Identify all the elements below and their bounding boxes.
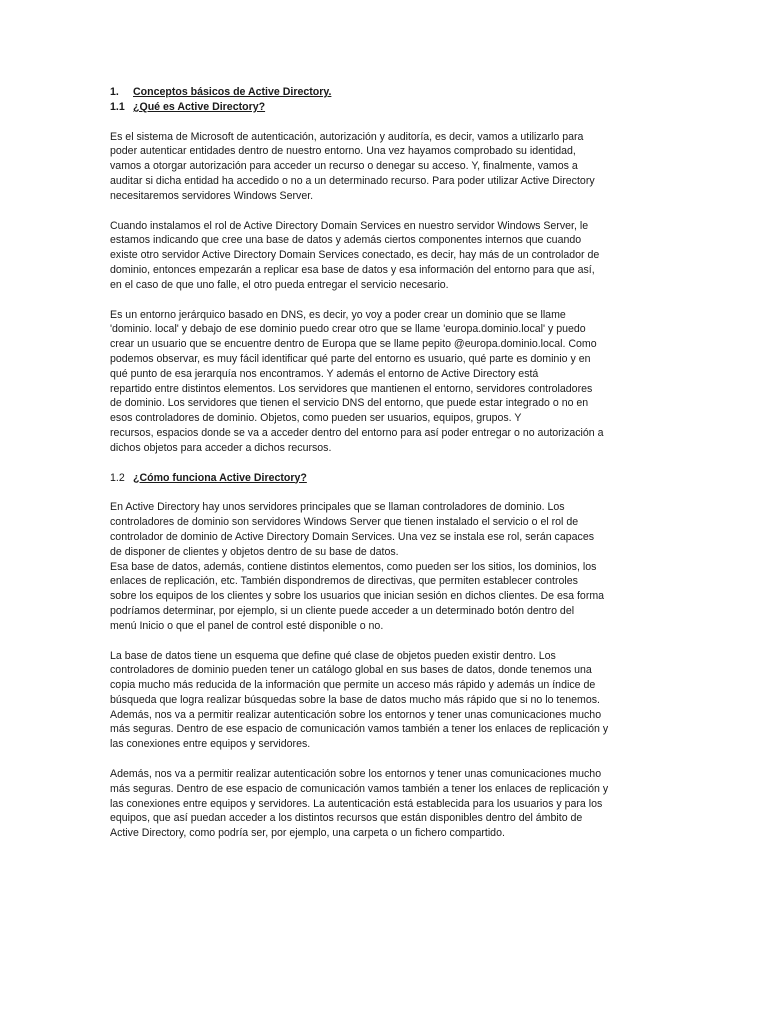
paragraph: En Active Directory hay unos servidores principales que se llaman controladores de dominio. Los controladores de dominio son servidores Windows Server que tienen instalado el servicio o el rol de controlador de dominio de Active Directory Domain Services. Una vez se instala ese rol, serán capaces de disponer de clientes y objetos dentro de su base de datos. Esa base de datos, además, contiene distintos elementos, como pueden ser los sitios, los dominios, los enlaces de replicación, etc. También dispondremos de directivas, que permiten establecer controles sobre los equipos de los clientes y sobre los usuarios que inician sesión en dichos clientes. De esa forma podríamos determinar, por ejemplo, si un cliente puede acceder a un determinado botón dentro del menú Inicio o que el panel de control esté disponible o no. [110,501,605,632]
paragraph: Cuando instalamos el rol de Active Directory Domain Services en nuestro servidor Windows Server, le estamos indicando que cree una base de datos y además ciertos componentes internos que cuando existe otro servidor Active Directory Domain Services conectado, es decir, hay más de un controlador de dominio, entonces empezarán a replicar esa base de datos y esa información del entorno para que así, en el caso de que uno falle, el otro pueda entregar el servicio necesario. [110,219,600,291]
subsection-title: ¿Cómo funciona Active Directory? [133,471,307,484]
section-number: 1. [110,86,119,98]
subsection-body-1-1 [110,130,658,456]
subsection-title: ¿Qué es Active Directory? [133,100,266,113]
subsection-heading-1-1 [110,100,658,115]
paragraph: La base de datos tiene un esquema que define qué clase de objetos pueden existir dentro. Los controladores de dominio pueden tener un catálogo global en sus bases de datos, donde tenemos una copia mucho más reducida de la información que permite un acceso más rápido y además un índice de búsqueda que logra realizar búsquedas sobre la base de datos mucho más rápido que si no lo tenemos. Además, nos va a permitir realizar autenticación sobre los entornos y tener unas comunicaciones mucho más seguras. Dentro de ese espacio de comunicación vamos también a tener los enlaces de replicación y las conexiones entre equipos y servidores. [110,649,609,751]
document-page [110,85,658,841]
paragraph: Además, nos va a permitir realizar autenticación sobre los entornos y tener unas comunicaciones mucho más seguras. Dentro de ese espacio de comunicación vamos también a tener los enlaces de replicación y las conexiones entre equipos y servidores. La autenticación está establecida para los usuarios y para los equipos, que así puedan acceder a los distintos recursos que están disponibles dentro del ámbito de Active Directory, como podría ser, por ejemplo, una carpeta o un fichero compartido. [110,768,609,840]
subsection-number: 1.1 [110,100,125,113]
subsection-number: 1.2 [110,471,125,484]
paragraph: Es el sistema de Microsoft de autenticación, autorización y auditoría, es decir, vamos a utilizarlo para poder autenticar entidades dentro de nuestro entorno. Una vez hayamos comprobado su identidad, vamos a otorgar autorización para acceder un recurso o denegar su acceso. Y, finalmente, vamos a auditar si dicha entidad ha accedido o no a un determinado recurso. Para poder utilizar Active Directory necesitaremos servidores Windows Server. [110,130,595,202]
subsection-body-1-2 [110,500,658,841]
section-title: Conceptos básicos de Active Directory. [133,86,332,98]
paragraph: Es un entorno jerárquico basado en DNS, es decir, yo voy a poder crear un dominio que se llame 'dominio. local' y debajo de ese dominio puedo crear otro que se llame 'europa.dominio.local' y puedo crear un usuario que se encuentre dentro de Europa que se llame pepito @europa.dominio.local. Como podemos observar, es muy fácil identificar qué parte del entorno es usuario, qué parte es dominio y en qué punto de esa jerarquía nos encontramos. Y además el entorno de Active Directory está repartido entre distintos elementos. Los servidores que mantienen el entorno, servidores controladores de dominio. Los servidores que tienen el servicio DNS del entorno, que puede estar integrado o no en esos controladores de dominio. Objetos, como pueden ser usuarios, equipos, grupos. Y recursos, espacios donde se va a acceder dentro del entorno para así poder entregar o no autorización a dichos objetos para acceder a dichos recursos. [110,308,604,454]
section-heading-1 [110,85,658,100]
subsection-heading-1-2 [110,471,658,486]
